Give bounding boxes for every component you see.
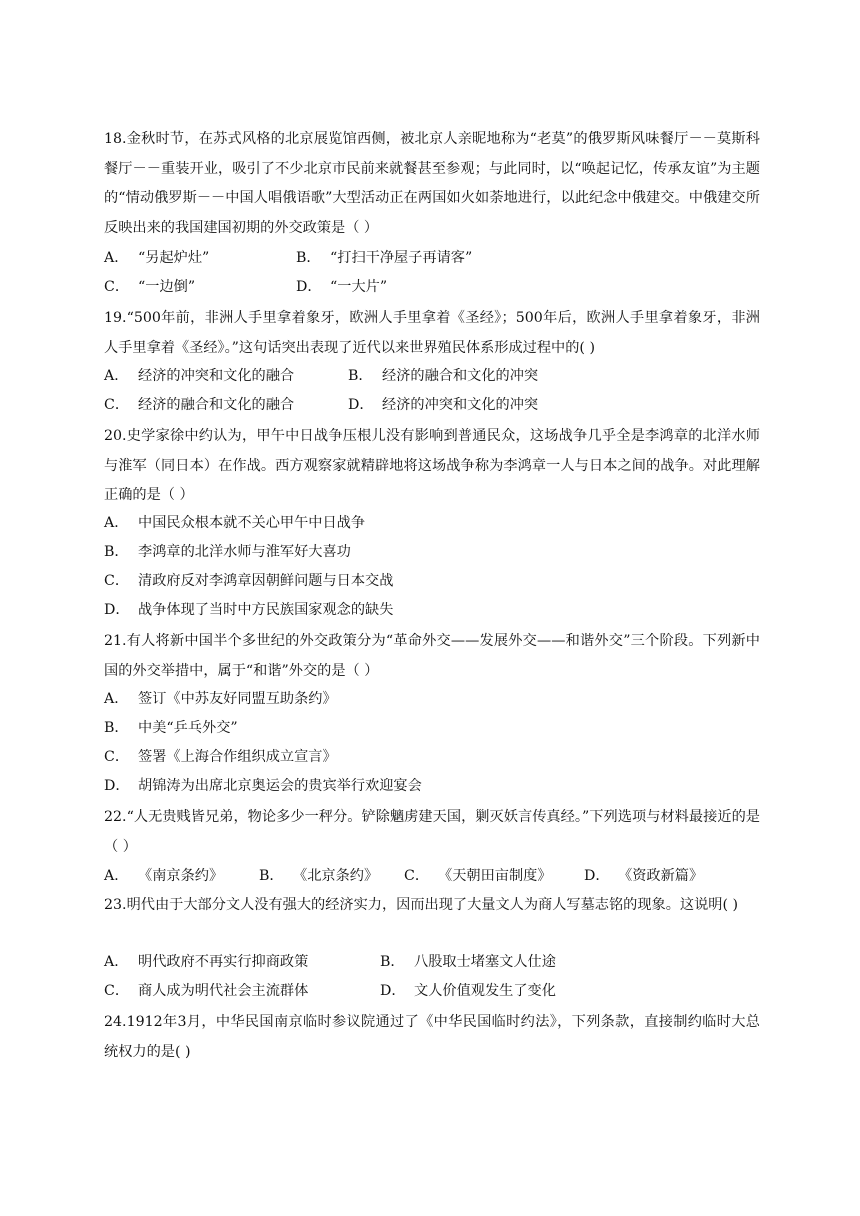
question-22-option-d: D． 《资政新篇》 [584, 868, 704, 884]
question-19-option-b: B． 经济的融合和文化的冲突 [348, 368, 539, 384]
question-19-option-d: D． 经济的冲突和文化的冲突 [348, 397, 539, 413]
question-19-option-c: C． 经济的融合和文化的融合 [104, 397, 295, 413]
question-18-stem: 18.金秋时节，在苏式风格的北京展览馆西侧，被北京人亲昵地称为“老莫”的俄罗斯风味餐厅－－莫斯科餐厅－－重装开业，吸引了不少北京市民前来就餐甚至参观；与此同时，以“唤起记忆，传承友谊”为主题的“情动俄罗斯－－中国人唱俄语歌”大型活动正在两国如火如荼地进行，以此纪念中俄建交。中俄建交所反映出来的我国建国初期的外交政策是（ ） [104, 131, 760, 236]
question-18-option-a: A． “另起炉灶” [104, 250, 210, 266]
question-22-stem: 22.“人无贵贱皆兄弟，物论多少一秤分。铲除魑虏建天国，剿灭妖言传真经。”下列选项与材料最接近的是（ ） [104, 809, 760, 855]
question-18-option-d: D． “一大片” [296, 279, 388, 295]
question-23-option-a: A． 明代政府不再实行抑商政策 [104, 954, 309, 970]
question-23-option-c: C． 商人成为明代社会主流群体 [104, 983, 309, 999]
question-23-option-d: D． 文人价值观发生了变化 [380, 983, 556, 999]
question-18-option-b: B． “打扫干净屋子再请客” [296, 250, 473, 266]
question-23-stem: 23.明代由于大部分文人没有强大的经济实力，因而出现了大量文人为商人写墓志铭的现象。这说明( ) [104, 897, 739, 913]
question-22-option-a: A． 《南京条约》 [104, 868, 224, 884]
question-24-stem: 24.1912年3月，中华民国南京临时参议院通过了《中华民国临时约法》，下列条款，直接制约临时大总统权力的是( ) [104, 1014, 760, 1060]
question-19-stem: 19.“500年前，非洲人手里拿着象牙，欧洲人手里拿着《圣经》；500年后，欧洲人手里拿着象牙，非洲人手里拿着《圣经》。”这句话突出表现了近代以来世界殖民体系形成过程中的( ) [104, 310, 760, 356]
question-18-option-c: C． “一边倒” [104, 279, 196, 295]
question-23-option-b: B． 八股取士堵塞文人仕途 [380, 954, 556, 970]
question-19-option-a: A． 经济的冲突和文化的融合 [104, 368, 295, 384]
question-22-option-b: B． 《北京条约》 [259, 868, 379, 884]
question-21-stem: 21.有人将新中国半个多世纪的外交政策分为“革命外交——发展外交——和谐外交”三个阶段。下列新中国的外交举措中，属于“和谐”外交的是（ ） [104, 633, 760, 679]
exam-page: 18.金秋时节，在苏式风格的北京展览馆西侧，被北京人亲昵地称为“老莫”的俄罗斯风味餐厅－－莫斯科餐厅－－重装开业，吸引了不少北京市民前来就餐甚至参观；与此同时，以“唤起记忆，传承友谊”为主题的“情动俄罗斯－－中国人唱俄语歌”大型活动正在两国如火如荼地进行，以此纪念中俄建交。中俄建交所反映出来的我国建国初期的外交政策是（ ） A． “另起炉灶” B． “打扫干净屋子再请客” C． “一边倒” D． “一大片” 19.“500年前，非洲人手里拿着象牙，欧洲人手里拿着《圣经》；500年后，欧洲人手里拿着象牙，非洲人手里拿着《圣经》。”这句话突出表现了近代以来世界殖民体系形成过程中的( ) A． 经济的冲突和文化的融合 B． 经济的融合和文化的冲突 C． 经济的融合和文化的融合 D． 经济的冲突和文化的冲突 20.史学家徐中约认为，甲午中日战争压根儿没有影响到普通民众，这场战争几乎全是李鸿章的北洋水师与淮军（同日本）在作战。西方观察家就精辟地将这场战争称为李鸿章一人与日本之间的战争。对此理解正确的是（ ） A． 中国民众根本就不关心甲午中日战争 B． 李鸿章的北洋水师与淮军好大喜功 C． 清政府反对李鸿章因朝鲜问题与日本交战 D． 战争体现了当时中方民族国家观念的缺失 21.有人将新中国半个多世纪的外交政策分为“革命外交——发展外交——和谐外交”三个阶段。下列新中国的外交举措中，属于“和谐”外交的是（ ） A． 签订《中苏友好同盟互助条约》 B． 中美“乒乓外交” C． 签署《上海合作组织成立宣言》 D． 胡锦涛为出席北京奥运会的贵宾举行欢迎宴会 22.“人无贵贱皆兄弟，物论多少一秤分。铲除魑虏建天国，剿灭妖言传真经。”下列选项与材料最接近的是（ ） A． 《南京条约》 B． 《北京条约》 C． 《天朝田亩制度》 D． 《资政新篇》 23.明代由于大部分文人没有强大的经济实力，因而出现了大量文人为商人写墓志铭的现象。这说明( ) A． 明代政府不再实行抑商政策 B． 八股取士堵塞文人仕途 C． 商人成为明代社会主流群体 D． 文人价值观发生了变化 24.1912年3月，中华民国南京临时参议院通过了《中华民国临时约法》，下列条款，直接制约临时大总统权力的是( ) [0, 0, 860, 1216]
question-20-stem: 20.史学家徐中约认为，甲午中日战争压根儿没有影响到普通民众，这场战争几乎全是李鸿章的北洋水师与淮军（同日本）在作战。西方观察家就精辟地将这场战争称为李鸿章一人与日本之间的战争。对此理解正确的是（ ） [104, 428, 760, 503]
question-22-option-c: C． 《天朝田亩制度》 [404, 868, 552, 884]
